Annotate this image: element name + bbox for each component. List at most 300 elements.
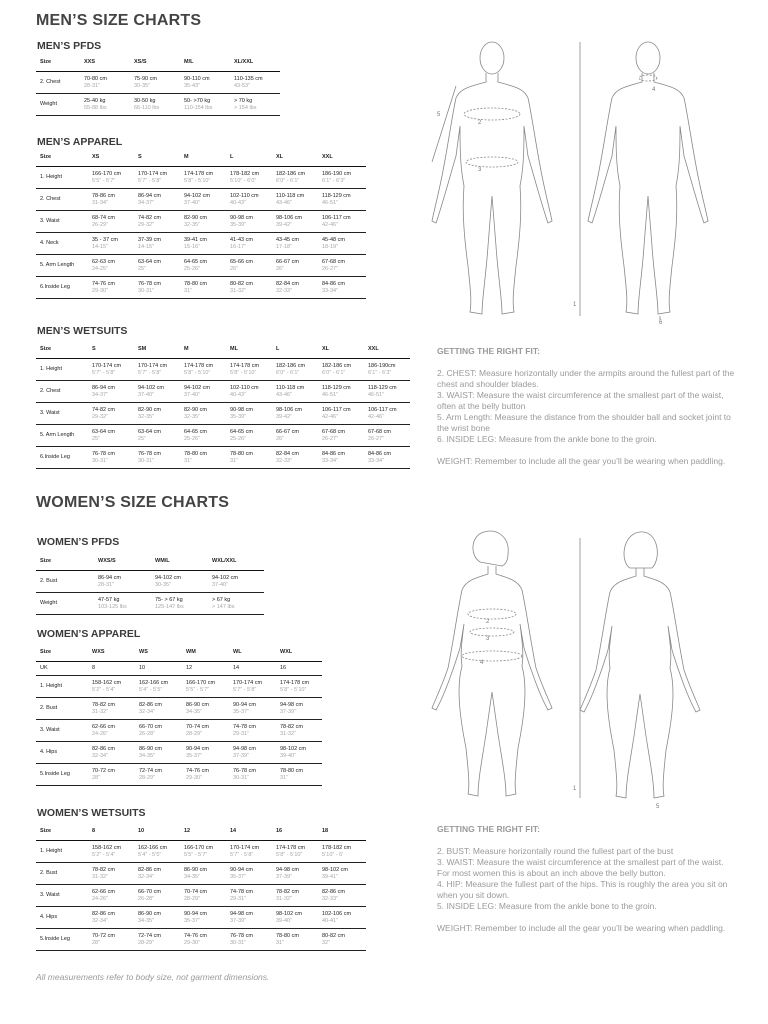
metric-value: 110-118 cm <box>276 384 305 391</box>
metric-value: 182-186 cm <box>276 362 306 369</box>
mens-fit-item: 6. INSIDE LEG: Measure from the ankle bone to the groin. <box>437 434 657 444</box>
imperial-value: 35-39” <box>230 221 246 228</box>
imperial-value: > 154 lbs <box>234 104 257 111</box>
metric-value: 174-178 cm <box>184 362 214 369</box>
imperial-value: 18-19” <box>322 243 338 250</box>
metric-value: > 70 kg <box>234 97 253 104</box>
imperial-value: 28-29” <box>186 730 202 737</box>
womens-apparel-table <box>36 649 322 786</box>
imperial-value: 32-33” <box>322 895 338 902</box>
row-label: 3. Waist <box>36 211 88 233</box>
table-cell <box>318 907 366 929</box>
column-header: Size <box>36 828 88 841</box>
table-cell <box>180 447 226 469</box>
metric-value: 78-82 cm <box>92 866 115 873</box>
table-cell <box>226 255 272 277</box>
metric-value: 82-90 cm <box>184 214 207 221</box>
table-header-row <box>36 558 264 571</box>
imperial-value: 31-32” <box>92 708 108 715</box>
column-header: XL <box>318 346 364 359</box>
metric-value: 98-102 cm <box>280 745 306 752</box>
metric-value: 186-190 cm <box>322 170 352 177</box>
metric-value: 78-80 cm <box>184 450 207 457</box>
imperial-value: 29-31” <box>230 895 246 902</box>
imperial-value: 29-32” <box>138 221 154 228</box>
imperial-value: 5’10” - 6’ <box>322 851 344 858</box>
imperial-value: 39-42” <box>276 221 292 228</box>
mens-pfds-table <box>36 59 280 116</box>
table-cell <box>88 425 134 447</box>
table-cell <box>182 742 229 764</box>
row-label: 4. Neck <box>36 233 88 255</box>
metric-value: 82-84 cm <box>276 450 299 457</box>
womens-wetsuits-table <box>36 828 366 951</box>
metric-value: 84-86 cm <box>368 450 391 457</box>
table-cell <box>94 593 151 615</box>
table-header-row <box>36 154 366 167</box>
table-cell <box>230 94 280 116</box>
womens-wetsuits-title: WOMEN’S WETSUITS <box>37 807 146 819</box>
table-cell <box>180 94 230 116</box>
table-cell <box>364 381 410 403</box>
column-header: 18 <box>318 828 366 841</box>
table-cell <box>130 72 180 94</box>
metric-value: 75- > 67 kg <box>155 596 183 603</box>
table-cell <box>94 571 151 593</box>
metric-value: 62-66 cm <box>92 888 115 895</box>
table-row <box>36 403 410 425</box>
column-header: 14 <box>226 828 272 841</box>
imperial-value: 25” <box>92 435 100 442</box>
metric-value: 35 - 37 cm <box>92 236 118 243</box>
imperial-value: 26-27” <box>368 435 384 442</box>
figure-label: 3 <box>486 636 490 642</box>
womens-fit-item: 5. INSIDE LEG: Measure from the ankle bone to the groin. <box>437 901 657 911</box>
imperial-value: 46-51” <box>368 391 384 398</box>
table-cell <box>182 764 229 786</box>
imperial-value: 25” <box>138 265 146 272</box>
metric-value: 70-72 cm <box>92 767 115 774</box>
column-header: 12 <box>180 828 226 841</box>
imperial-value: 5’2” - 5’4” <box>92 851 116 858</box>
table-cell <box>318 167 366 189</box>
imperial-value: 26” <box>276 435 284 442</box>
table-row <box>36 255 366 277</box>
footnote: All measurements refer to body size, not garment dimensions. <box>36 972 270 982</box>
column-header: XS <box>88 154 134 167</box>
metric-value: 78-80 cm <box>184 280 207 287</box>
metric-value: 118-129 cm <box>322 384 351 391</box>
metric-value: 182-186 cm <box>322 362 352 369</box>
imperial-value: 40-43” <box>230 199 246 206</box>
table-cell <box>318 381 364 403</box>
metric-value: 63-64 cm <box>92 428 115 435</box>
metric-value: 30-50 kg <box>134 97 156 104</box>
imperial-value: 32-34” <box>92 752 108 759</box>
column-header: 8 <box>88 828 134 841</box>
metric-value: 84-86 cm <box>322 280 345 287</box>
table-cell <box>226 403 272 425</box>
table-cell <box>230 72 280 94</box>
table-cell <box>88 863 134 885</box>
table-cell <box>134 403 180 425</box>
imperial-value: 39-40” <box>280 752 296 759</box>
metric-value: > 67 kg <box>212 596 231 603</box>
column-header: XXL <box>318 154 366 167</box>
table-cell <box>182 720 229 742</box>
metric-value: 162-166 cm <box>139 679 169 686</box>
imperial-value: 26-28” <box>138 895 154 902</box>
metric-value: 158-162 cm <box>92 844 122 851</box>
imperial-value: 30-31” <box>138 457 154 464</box>
womens-fit-guide-heading: GETTING THE RIGHT FIT: <box>437 824 540 834</box>
metric-value: 86-94 cm <box>92 384 115 391</box>
imperial-value: 42-46” <box>368 413 384 420</box>
imperial-value: 33-34” <box>322 287 338 294</box>
imperial-value: 43-53” <box>234 82 250 89</box>
metric-value: 66-70 cm <box>139 723 162 730</box>
row-label: 2. Chest <box>36 189 88 211</box>
imperial-value: 31-34” <box>92 199 108 206</box>
mens-fit-item: 5. Arm Length: Measure the distance from the shoulder ball and socket joint to the wrist bone <box>437 412 731 433</box>
metric-value: 174-178 cm <box>280 679 310 686</box>
table-cell <box>226 841 272 863</box>
imperial-value: 26-27” <box>322 435 338 442</box>
table-cell <box>88 359 134 381</box>
metric-value: 64-65 cm <box>184 258 207 265</box>
table-cell <box>180 211 226 233</box>
column-header: WXL <box>276 649 322 662</box>
table-cell <box>318 211 366 233</box>
metric-value: 178-182 cm <box>230 170 260 177</box>
table-cell <box>364 447 410 469</box>
metric-value: 158-162 cm <box>92 679 122 686</box>
metric-value: 170-174 cm <box>230 844 260 851</box>
table-cell <box>226 167 272 189</box>
imperial-value: 32-33” <box>276 457 292 464</box>
imperial-value: 39-40” <box>276 917 292 924</box>
womens-fit-weight-note: WEIGHT: Remember to include all the gear you’ll be wearing when paddling. <box>437 923 726 933</box>
womens-pfds-table <box>36 558 264 615</box>
metric-value: 67-68 cm <box>322 258 345 265</box>
metric-value: 82-86 cm <box>139 701 162 708</box>
table-row <box>36 764 322 786</box>
metric-value: 90-94 cm <box>230 866 253 873</box>
table-cell <box>180 841 226 863</box>
metric-value: 74-76 cm <box>184 932 207 939</box>
imperial-value: 31” <box>230 457 238 464</box>
row-label: Weight <box>36 94 80 116</box>
imperial-value: 35-37” <box>184 917 200 924</box>
column-header: 10 <box>134 828 180 841</box>
imperial-value: 5’2” - 5’4” <box>92 686 116 693</box>
imperial-value: 35-37” <box>186 752 202 759</box>
imperial-value: 6’1” - 6’3” <box>368 369 392 376</box>
metric-value: 66-67 cm <box>276 428 299 435</box>
row-label: 5. Arm Length <box>36 425 88 447</box>
table-cell <box>180 929 226 951</box>
mens-wetsuits-table <box>36 346 410 469</box>
imperial-value: > 147 lbs <box>212 603 235 610</box>
table-cell <box>318 189 366 211</box>
mens-fit-guide-heading: GETTING THE RIGHT FIT: <box>437 346 540 356</box>
metric-value: 174-178 cm <box>184 170 214 177</box>
row-label: 2. Bust <box>36 698 88 720</box>
metric-value: 166-170 cm <box>184 844 214 851</box>
table-cell <box>208 593 264 615</box>
imperial-value: 29-31” <box>233 730 249 737</box>
mens-wetsuits-title: MEN’S WETSUITS <box>37 325 128 337</box>
metric-value: 78-82 cm <box>276 888 299 895</box>
table-cell <box>134 929 180 951</box>
imperial-value: 15-16” <box>184 243 200 250</box>
table-cell <box>229 764 276 786</box>
metric-value: 37-39 cm <box>138 236 161 243</box>
column-header: L <box>226 154 272 167</box>
table-row <box>36 720 322 742</box>
metric-value: 182-186 cm <box>276 170 306 177</box>
table-row <box>36 742 322 764</box>
table-cell <box>226 359 272 381</box>
metric-value: 94-102 cm <box>184 384 210 391</box>
table-cell <box>88 189 134 211</box>
table-cell <box>364 403 410 425</box>
row-label: 2. Bust <box>36 571 94 593</box>
table-cell <box>88 907 134 929</box>
metric-value: 76-78 cm <box>230 932 253 939</box>
metric-value: 41-43 cm <box>230 236 253 243</box>
metric-value: 170-174 cm <box>138 362 168 369</box>
table-cell <box>88 720 135 742</box>
table-cell <box>130 94 180 116</box>
metric-value: 67-68 cm <box>322 428 345 435</box>
table-cell <box>226 381 272 403</box>
table-cell <box>151 593 208 615</box>
table-cell: 10 <box>135 662 182 676</box>
table-cell <box>318 403 364 425</box>
column-header: XXL <box>364 346 410 359</box>
table-cell <box>134 255 180 277</box>
imperial-value: 5’7” - 5’8” <box>138 369 162 376</box>
column-header: M <box>180 346 226 359</box>
imperial-value: 29-30” <box>186 774 202 781</box>
table-cell <box>134 211 180 233</box>
table-cell <box>180 277 226 299</box>
table-cell <box>135 698 182 720</box>
table-cell: 12 <box>182 662 229 676</box>
row-label: 3. Waist <box>36 885 88 907</box>
column-header: WXS/S <box>94 558 151 571</box>
metric-value: 66-67 cm <box>276 258 299 265</box>
figure-label: 1 <box>573 302 577 308</box>
metric-value: 70-74 cm <box>186 723 209 730</box>
table-row <box>36 676 322 698</box>
imperial-value: 25-26” <box>184 265 200 272</box>
table-row <box>36 698 322 720</box>
imperial-value: 28” <box>92 774 100 781</box>
table-cell <box>318 277 366 299</box>
column-header: S <box>134 154 180 167</box>
table-cell <box>135 742 182 764</box>
table-cell <box>135 764 182 786</box>
mens-fit-item: 2. CHEST: Measure horizontally under the armpits around the fullest part of the chest and shoulder blades. <box>437 368 735 389</box>
imperial-value: 40-41” <box>322 917 338 924</box>
imperial-value: 26-28” <box>139 730 155 737</box>
row-label: 5.Inside Leg <box>36 764 88 786</box>
metric-value: 170-174 cm <box>233 679 263 686</box>
table-cell <box>180 885 226 907</box>
imperial-value: 34-37” <box>138 199 154 206</box>
metric-value: 102-110 cm <box>230 384 259 391</box>
table-cell <box>180 255 226 277</box>
metric-value: 90-110 cm <box>184 75 210 82</box>
imperial-value: 32-35” <box>184 413 200 420</box>
metric-value: 162-166 cm <box>138 844 168 851</box>
imperial-value: 5’7” - 5’8” <box>233 686 257 693</box>
metric-value: 90-98 cm <box>230 214 253 221</box>
metric-value: 106-117 cm <box>322 214 351 221</box>
imperial-value: 28” <box>92 939 100 946</box>
imperial-value: 46-51” <box>322 199 338 206</box>
metric-value: 106-117 cm <box>322 406 351 413</box>
row-label: 5.Inside Leg <box>36 929 88 951</box>
table-cell <box>318 841 366 863</box>
table-cell <box>88 233 134 255</box>
table-cell <box>180 403 226 425</box>
metric-value: 78-86 cm <box>92 192 115 199</box>
table-row <box>36 277 366 299</box>
table-cell: 14 <box>229 662 276 676</box>
imperial-value: 37-40” <box>138 391 154 398</box>
table-cell <box>135 720 182 742</box>
imperial-value: 30-31” <box>233 774 249 781</box>
table-cell <box>229 742 276 764</box>
figure-label: 5 <box>656 804 660 810</box>
table-cell <box>88 929 134 951</box>
table-cell <box>272 211 318 233</box>
table-row <box>36 167 366 189</box>
row-label: 3. Waist <box>36 403 88 425</box>
metric-value: 74-76 cm <box>186 767 209 774</box>
table-cell <box>226 929 272 951</box>
metric-value: 86-90 cm <box>186 701 209 708</box>
imperial-value: 31” <box>280 774 288 781</box>
table-cell <box>272 277 318 299</box>
table-row <box>36 885 366 907</box>
metric-value: 94-98 cm <box>280 701 303 708</box>
table-cell <box>134 425 180 447</box>
metric-value: 118-129 cm <box>368 384 397 391</box>
table-row <box>36 211 366 233</box>
table-cell <box>226 189 272 211</box>
metric-value: 68-74 cm <box>92 214 115 221</box>
table-cell <box>180 233 226 255</box>
table-cell <box>272 359 318 381</box>
table-cell <box>134 885 180 907</box>
metric-value: 166-170 cm <box>186 679 216 686</box>
imperial-value: 30-31” <box>92 457 108 464</box>
column-header: S <box>88 346 134 359</box>
imperial-value: 5’4” - 5’5” <box>138 851 162 858</box>
column-header: Size <box>36 558 94 571</box>
table-row <box>36 662 322 676</box>
table-row <box>36 907 366 929</box>
metric-value: 62-63 cm <box>92 258 115 265</box>
table-cell <box>180 167 226 189</box>
table-cell <box>134 233 180 255</box>
metric-value: 90-98 cm <box>230 406 253 413</box>
table-row <box>36 359 410 381</box>
table-cell <box>272 425 318 447</box>
table-cell <box>88 277 134 299</box>
table-cell <box>134 863 180 885</box>
imperial-value: 30-31” <box>230 939 246 946</box>
table-cell <box>180 907 226 929</box>
imperial-value: 16-17” <box>230 243 246 250</box>
imperial-value: 26” <box>230 265 238 272</box>
table-cell <box>88 764 135 786</box>
metric-value: 80-82 cm <box>230 280 253 287</box>
imperial-value: 32-35” <box>184 221 200 228</box>
imperial-value: 34-37” <box>92 391 108 398</box>
imperial-value: 24-26” <box>92 730 108 737</box>
table-row <box>36 841 366 863</box>
metric-value: 70-72 cm <box>92 932 115 939</box>
metric-value: 94-98 cm <box>230 910 253 917</box>
table-cell <box>134 447 180 469</box>
metric-value: 82-86 cm <box>92 910 115 917</box>
column-header: WM/L <box>151 558 208 571</box>
column-header: Size <box>36 154 88 167</box>
womens-size-charts-title: WOMEN’S SIZE CHARTS <box>36 494 230 511</box>
imperial-value: 32-34” <box>139 708 155 715</box>
column-header: WM <box>182 649 229 662</box>
table-cell <box>88 381 134 403</box>
imperial-value: 66-110 lbs <box>134 104 160 111</box>
table-cell <box>272 841 318 863</box>
column-header: Size <box>36 346 88 359</box>
metric-value: 94-98 cm <box>233 745 256 752</box>
metric-value: 90-94 cm <box>186 745 209 752</box>
metric-value: 178-182 cm <box>322 844 352 851</box>
table-row <box>36 863 366 885</box>
row-label: Weight <box>36 593 94 615</box>
imperial-value: 6’0” - 6’1” <box>322 369 346 376</box>
metric-value: 90-94 cm <box>184 910 207 917</box>
imperial-value: 37-39” <box>233 752 249 759</box>
table-cell <box>134 841 180 863</box>
metric-value: 82-90 cm <box>184 406 207 413</box>
imperial-value: 6’0” - 6’1” <box>276 177 300 184</box>
metric-value: 76-78 cm <box>92 450 115 457</box>
metric-value: 102-110 cm <box>230 192 259 199</box>
imperial-value: 35-43” <box>184 82 200 89</box>
metric-value: 94-102 cm <box>184 192 210 199</box>
metric-value: 72-74 cm <box>138 932 161 939</box>
imperial-value: 55-88 lbs <box>84 104 107 111</box>
mens-size-charts-title: MEN’S SIZE CHARTS <box>36 12 202 29</box>
metric-value: 74-78 cm <box>230 888 253 895</box>
table-cell <box>226 425 272 447</box>
table-cell <box>318 233 366 255</box>
metric-value: 94-102 cm <box>138 384 164 391</box>
metric-value: 80-82 cm <box>322 932 345 939</box>
womens-pfds-title: WOMEN’S PFDS <box>37 536 120 548</box>
table-cell <box>88 698 135 720</box>
metric-value: 98-102 cm <box>322 866 348 873</box>
figure-label: 2 <box>486 619 490 625</box>
table-cell <box>272 907 318 929</box>
